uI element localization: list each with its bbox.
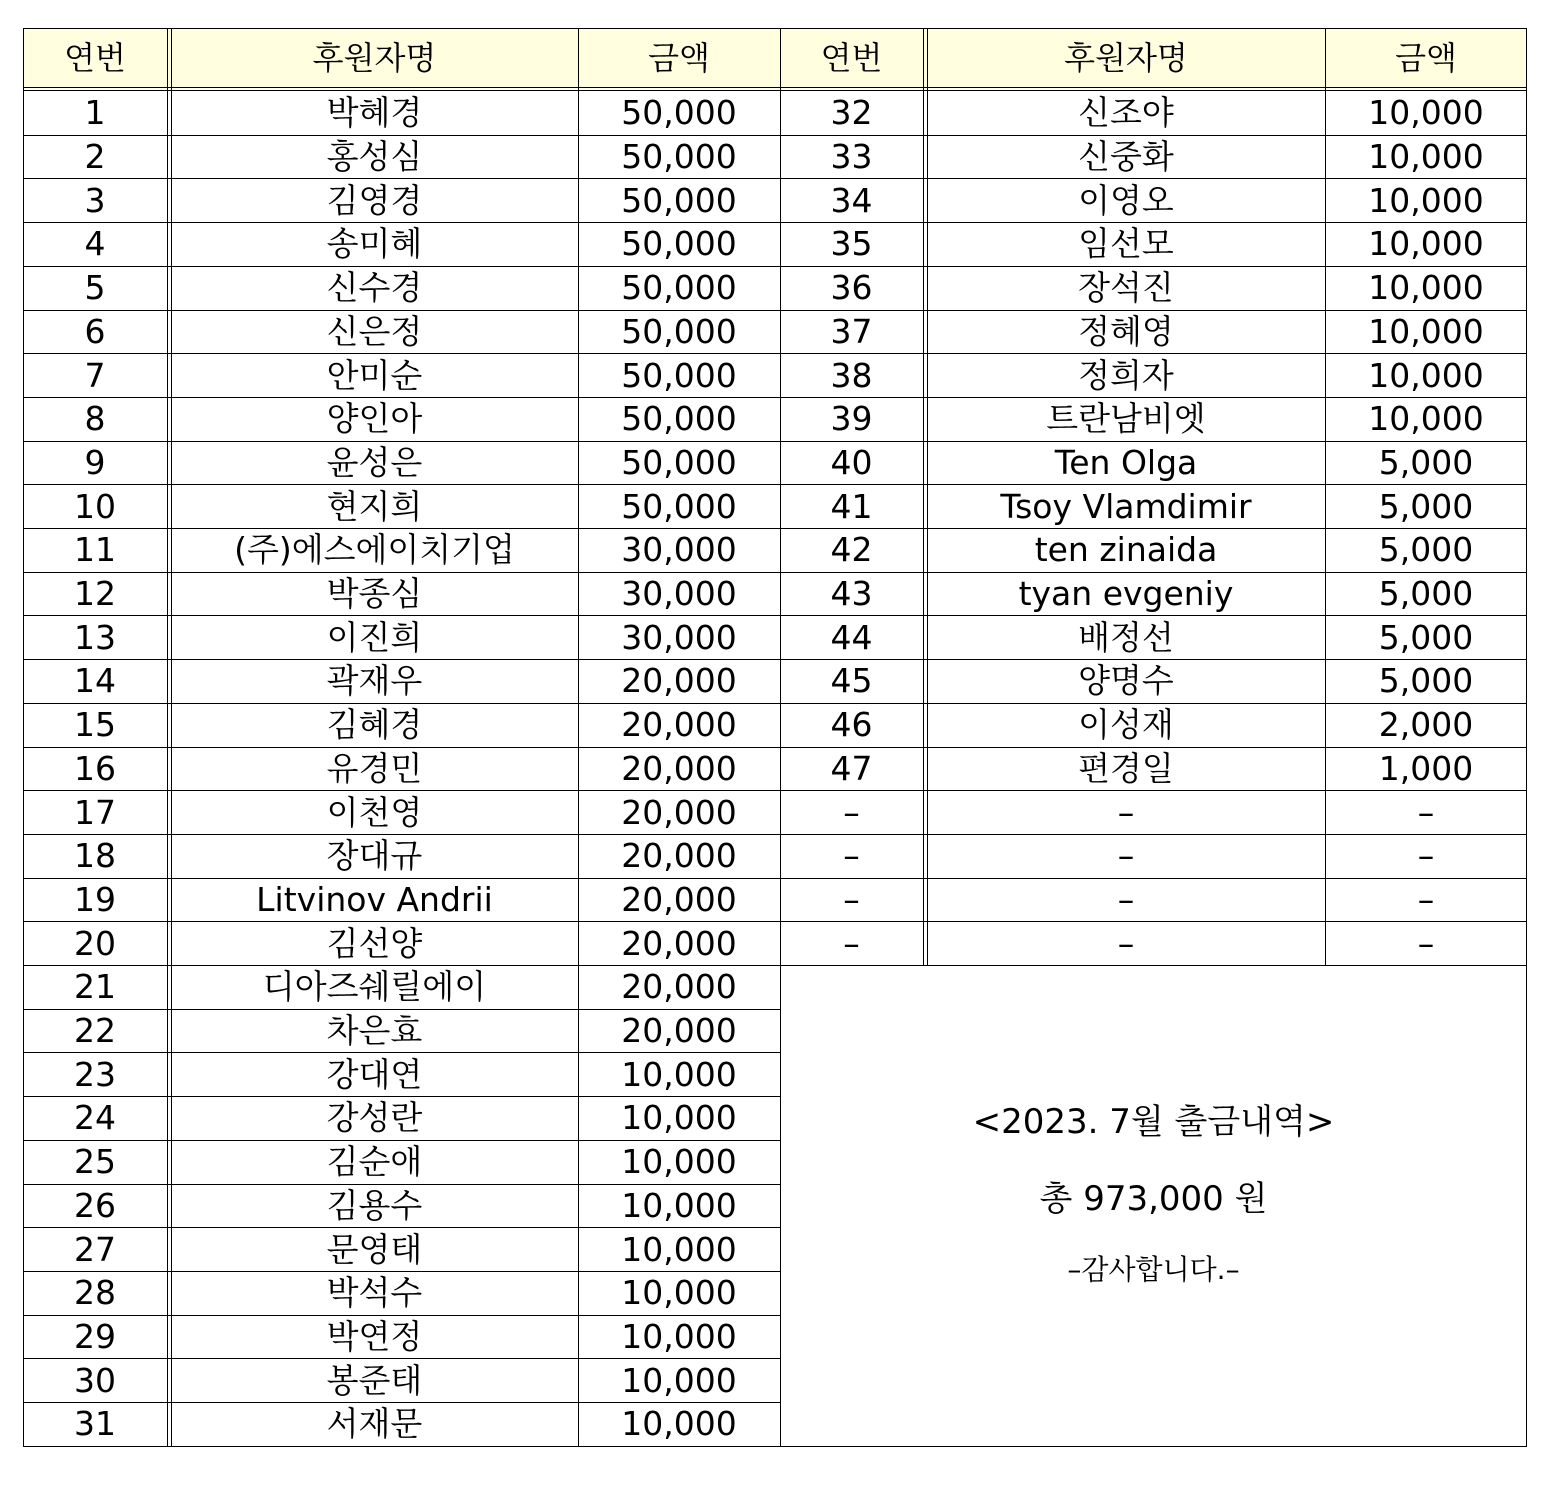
donation-amount: 10,000: [621, 1054, 737, 1094]
row-line: [23, 1052, 780, 1053]
donation-amount: 20,000: [621, 879, 737, 919]
row-line: [780, 528, 1527, 529]
donor-name: Litvinov Andrii: [256, 879, 493, 919]
donation-amount: 50,000: [621, 442, 737, 482]
row-line: [23, 1358, 780, 1359]
donation-amount: 1,000: [1378, 748, 1474, 788]
row-line: [23, 222, 780, 223]
row-line: [23, 178, 780, 179]
row-number: 26: [74, 1185, 116, 1225]
donor-name: 안미순: [326, 355, 423, 395]
row-number: –: [843, 879, 860, 919]
donation-amount: 10,000: [621, 1185, 737, 1225]
row-line: [780, 310, 1527, 311]
row-line: [23, 747, 780, 748]
row-line: [780, 572, 1527, 573]
row-line: [780, 747, 1527, 748]
table-border-right: [1526, 28, 1527, 1447]
row-line: [23, 441, 780, 442]
donation-amount: –: [1417, 836, 1435, 876]
row-number: 23: [74, 1054, 116, 1094]
donation-amount: 10,000: [1368, 355, 1484, 395]
donation-amount: 10,000: [621, 1142, 737, 1182]
donation-amount: 10,000: [621, 1229, 737, 1269]
col-line: [167, 28, 168, 1446]
row-number: 18: [74, 836, 116, 876]
row-line: [780, 878, 1527, 879]
donation-amount: 10,000: [1368, 93, 1484, 133]
row-number: 41: [830, 486, 873, 526]
row-number: –: [843, 923, 860, 963]
row-number: 13: [74, 617, 116, 657]
row-number: 27: [74, 1229, 116, 1269]
left-header-amount: 금액: [578, 28, 780, 88]
donor-name: 김선양: [326, 923, 423, 963]
row-line: [780, 659, 1527, 660]
donor-name: –: [1117, 792, 1135, 832]
donor-name: 신조야: [1078, 93, 1174, 133]
donation-amount: 50,000: [621, 137, 737, 177]
donor-name: 문영태: [326, 1229, 423, 1269]
row-line: [23, 572, 780, 573]
donor-name: 신은정: [326, 311, 423, 351]
row-line: [23, 1096, 780, 1097]
donor-name: –: [1117, 923, 1135, 963]
row-line: [780, 266, 1527, 267]
donation-amount: 50,000: [621, 268, 737, 308]
donation-amount: 20,000: [621, 836, 737, 876]
table-border-bottom: [23, 1446, 1527, 1447]
row-line: [23, 484, 780, 485]
donor-name: 김용수: [326, 1185, 423, 1225]
right-header-name: 후원자명: [927, 28, 1325, 88]
right-header-no: 연번: [780, 28, 923, 88]
row-number: 22: [74, 1011, 116, 1051]
donation-amount: 50,000: [621, 180, 737, 220]
donation-amount: 10,000: [1368, 311, 1484, 351]
donation-amount: 10,000: [621, 1360, 737, 1400]
row-line: [23, 135, 780, 136]
row-line: [23, 1271, 780, 1272]
row-line: [23, 1227, 780, 1228]
row-line: [23, 310, 780, 311]
row-number: 19: [74, 879, 116, 919]
donation-amount: 20,000: [621, 923, 737, 963]
row-line: [780, 484, 1527, 485]
row-line: [23, 878, 780, 879]
row-line: [23, 965, 780, 966]
col-line: [1325, 28, 1326, 965]
donor-name: 양인아: [326, 399, 423, 439]
donor-name: 송미혜: [326, 224, 423, 264]
row-number: 5: [84, 268, 106, 308]
row-line: [780, 135, 1527, 136]
donation-amount: –: [1417, 879, 1435, 919]
right-header-amount: 금액: [1325, 28, 1527, 88]
donor-name: 강대연: [326, 1054, 423, 1094]
donation-amount: 10,000: [621, 1316, 737, 1356]
donation-table: [23, 28, 1527, 1447]
donor-name: 홍성심: [326, 137, 423, 177]
row-line: [23, 1009, 780, 1010]
left-header-name: 후원자명: [171, 28, 578, 88]
donation-amount: 5,000: [1378, 617, 1474, 657]
row-number: 37: [830, 311, 873, 351]
row-number: 45: [830, 661, 873, 701]
row-number: 2: [84, 137, 106, 177]
donor-name: –: [1117, 879, 1135, 919]
col-line: [578, 28, 579, 1446]
donation-amount: 5,000: [1378, 486, 1474, 526]
row-number: 14: [74, 661, 116, 701]
donation-amount: 10,000: [621, 1404, 737, 1444]
donor-name: 유경민: [326, 748, 423, 788]
donation-amount: 10,000: [1368, 399, 1484, 439]
donor-name: 곽재우: [326, 661, 423, 701]
row-number: 3: [84, 180, 106, 220]
row-number: 29: [74, 1316, 116, 1356]
donor-name: 박종심: [326, 574, 423, 614]
row-number: 34: [830, 180, 873, 220]
row-number: 16: [74, 748, 116, 788]
donation-amount: –: [1417, 792, 1435, 832]
row-line: [23, 266, 780, 267]
row-number: 12: [74, 574, 116, 614]
donor-name: 신중화: [1078, 137, 1174, 177]
row-line: [780, 222, 1527, 223]
row-number: 35: [830, 224, 873, 264]
summary-title: <2023. 7월 출금내역>: [972, 1102, 1335, 1142]
donation-amount: 20,000: [621, 705, 737, 745]
row-line: [780, 178, 1527, 179]
donor-name: 양명수: [1078, 661, 1174, 701]
header-line-1: [23, 87, 1527, 88]
row-line: [780, 965, 1527, 966]
row-number: 21: [74, 967, 116, 1007]
row-line: [23, 528, 780, 529]
donor-name: 박연정: [326, 1316, 423, 1356]
row-line: [780, 353, 1527, 354]
donation-amount: 30,000: [621, 617, 737, 657]
row-number: 11: [74, 530, 116, 570]
row-line: [780, 834, 1527, 835]
donation-amount: 10,000: [621, 1273, 737, 1313]
row-number: 25: [74, 1142, 116, 1182]
donation-amount: 10,000: [1368, 180, 1484, 220]
row-line: [780, 790, 1527, 791]
donor-name: 임선모: [1078, 224, 1174, 264]
row-number: 28: [74, 1273, 116, 1313]
row-number: 38: [830, 355, 873, 395]
table-border-left: [23, 28, 24, 1446]
donor-name: (주)에스에이치기업: [234, 530, 515, 570]
donation-amount: –: [1417, 923, 1435, 963]
donor-name: 윤성은: [326, 442, 423, 482]
summary-thanks: –감사합니다.–: [1067, 1253, 1240, 1286]
donation-amount: 10,000: [1368, 224, 1484, 264]
donor-name: tyan evgeniy: [1018, 574, 1234, 614]
row-number: 42: [830, 530, 873, 570]
donor-name: 정혜영: [1078, 311, 1174, 351]
donor-name: 디아즈쉐릴에이: [262, 967, 487, 1007]
row-number: 7: [84, 355, 106, 395]
row-number: 47: [830, 748, 873, 788]
donation-amount: 20,000: [621, 661, 737, 701]
row-number: 24: [74, 1098, 116, 1138]
table-border-top: [23, 28, 1527, 29]
donor-name: 이진희: [326, 617, 423, 657]
donor-name: 배정선: [1078, 617, 1174, 657]
row-number: 4: [84, 224, 106, 264]
donation-amount: 5,000: [1378, 442, 1474, 482]
donation-amount: 20,000: [621, 1011, 737, 1051]
row-number: 46: [830, 705, 873, 745]
donor-name: 김영경: [326, 180, 423, 220]
donor-name: 장석진: [1078, 268, 1174, 308]
donor-name: 봉준태: [326, 1360, 423, 1400]
donor-name: 서재문: [326, 1404, 423, 1444]
row-number: 44: [830, 617, 873, 657]
row-line: [780, 441, 1527, 442]
donation-amount: 50,000: [621, 486, 737, 526]
row-number: 9: [84, 442, 106, 482]
donor-name: 현지희: [326, 486, 423, 526]
row-line: [23, 1184, 780, 1185]
donor-name: 이천영: [326, 792, 423, 832]
donor-name: 차은효: [326, 1011, 423, 1051]
summary-total: 총 973,000 원: [1039, 1179, 1268, 1219]
left-header-no: 연번: [23, 28, 167, 88]
donor-name: 정희자: [1078, 355, 1174, 395]
donation-amount: 10,000: [621, 1098, 737, 1138]
donation-amount: 5,000: [1378, 661, 1474, 701]
row-number: 6: [84, 311, 106, 351]
donation-amount: 20,000: [621, 792, 737, 832]
donor-name: ten zinaida: [1034, 530, 1218, 570]
donation-amount: 5,000: [1378, 530, 1474, 570]
row-line: [23, 1140, 780, 1141]
row-number: 40: [830, 442, 873, 482]
donation-amount: 10,000: [1368, 137, 1484, 177]
row-number: 1: [84, 93, 106, 133]
row-line: [23, 790, 780, 791]
col-line: [923, 28, 924, 965]
row-number: 36: [830, 268, 873, 308]
donor-name: 이성재: [1078, 705, 1174, 745]
donation-amount: 10,000: [1368, 268, 1484, 308]
donor-name: 김순애: [326, 1142, 423, 1182]
col-line: [780, 28, 781, 1447]
row-line: [23, 353, 780, 354]
donation-amount: 30,000: [621, 574, 737, 614]
donor-name: 신수경: [326, 268, 423, 308]
donor-name: 박석수: [326, 1273, 423, 1313]
donor-name: 이영오: [1078, 180, 1174, 220]
row-line: [23, 834, 780, 835]
row-number: –: [843, 836, 860, 876]
row-number: 31: [74, 1404, 116, 1444]
summary-panel: [780, 966, 1527, 1447]
row-number: 15: [74, 705, 116, 745]
col-line: [927, 28, 928, 965]
donation-amount: 20,000: [621, 967, 737, 1007]
row-line: [780, 921, 1527, 922]
row-number: 33: [830, 137, 873, 177]
donation-amount: 50,000: [621, 399, 737, 439]
donor-name: –: [1117, 836, 1135, 876]
donor-name: 편경일: [1078, 748, 1174, 788]
donation-amount: 50,000: [621, 355, 737, 395]
donation-amount: 50,000: [621, 224, 737, 264]
row-number: 32: [830, 93, 873, 133]
row-line: [780, 703, 1527, 704]
donor-name: 트란남비엣: [1046, 399, 1206, 439]
donation-amount: 2,000: [1378, 705, 1474, 745]
row-line: [23, 397, 780, 398]
row-line: [23, 921, 780, 922]
donation-amount: 50,000: [621, 311, 737, 351]
donor-name: 강성란: [326, 1098, 423, 1138]
donation-amount: 30,000: [621, 530, 737, 570]
row-line: [780, 397, 1527, 398]
row-number: 30: [74, 1360, 116, 1400]
row-line: [23, 659, 780, 660]
row-number: 39: [830, 399, 873, 439]
row-number: 20: [74, 923, 116, 963]
donor-name: 장대규: [326, 836, 423, 876]
row-number: 43: [830, 574, 873, 614]
row-number: 8: [84, 399, 106, 439]
donor-name: Tsoy Vlamdimir: [1000, 486, 1252, 526]
row-line: [23, 1315, 780, 1316]
row-number: 10: [74, 486, 116, 526]
donation-amount: 20,000: [621, 748, 737, 788]
donor-name: 박혜경: [326, 93, 423, 133]
header-line-2: [23, 90, 1527, 91]
row-number: 17: [74, 792, 116, 832]
donation-amount: 50,000: [621, 93, 737, 133]
row-line: [23, 703, 780, 704]
row-line: [780, 615, 1527, 616]
donation-amount: 5,000: [1378, 574, 1474, 614]
col-line: [171, 28, 172, 1446]
row-line: [23, 615, 780, 616]
donor-name: 김혜경: [326, 705, 423, 745]
row-line: [23, 1402, 780, 1403]
donor-name: Ten Olga: [1054, 442, 1198, 482]
row-number: –: [843, 792, 860, 832]
